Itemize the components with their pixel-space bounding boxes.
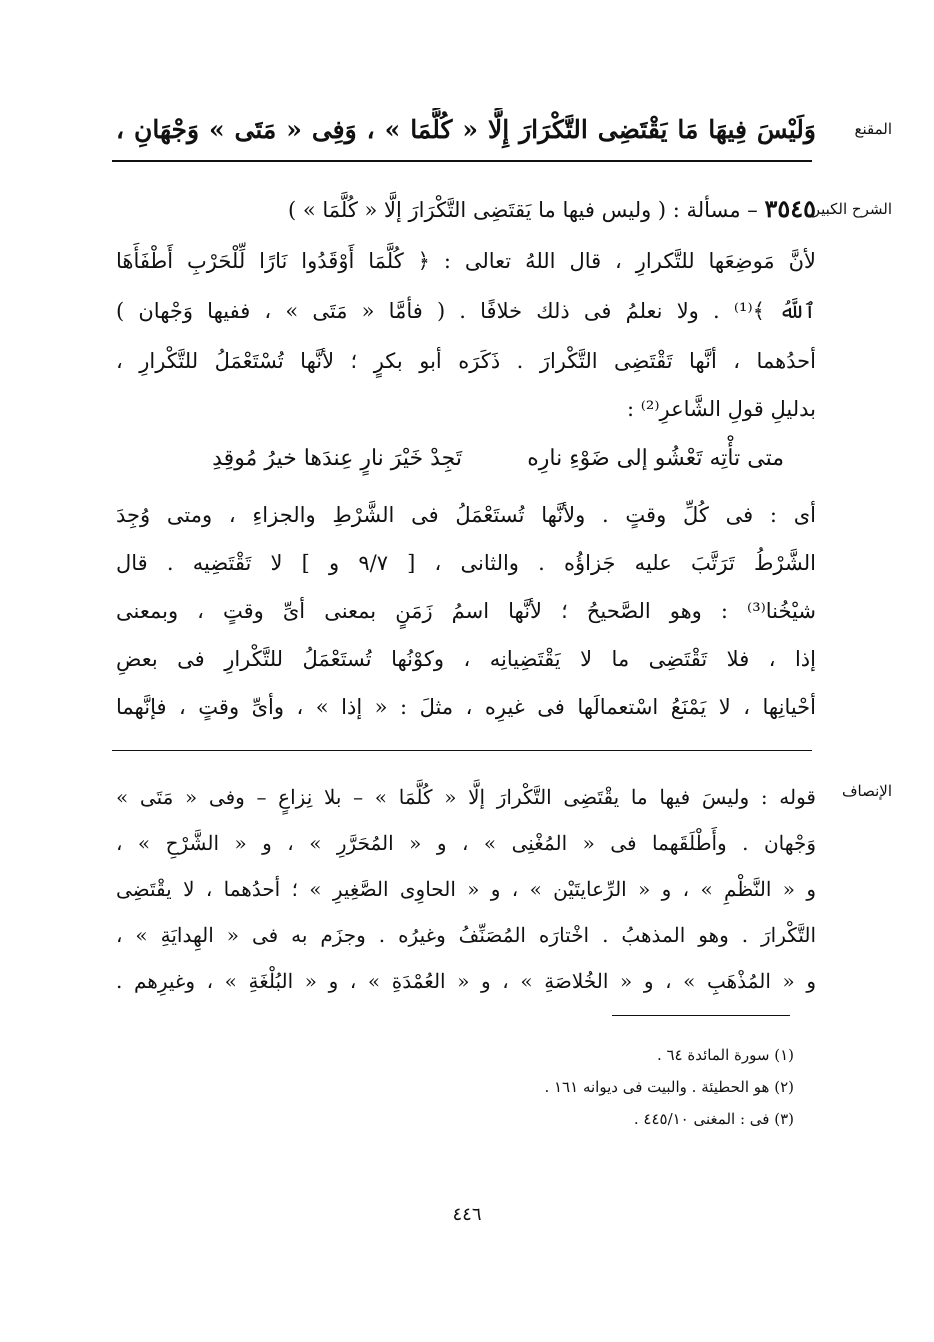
footnote-1: (١) سورة المائدة ٦٤ . xyxy=(656,1046,794,1064)
divider-thick xyxy=(112,160,812,162)
sharh-line-10: أحْيانِها ، لا يَمْنَعُ اسْتعمالَها فى غيرِه ، مثلَ : « إذا » ، وأىِّ وقتٍ ، فإنَّهما xyxy=(116,695,816,719)
section-label-sharh: الشرح الكبير xyxy=(812,200,892,218)
sharh-line-7: الشَّرْطُ تَرَتَّبَ عليه جَزاؤُه . والثانى ، [ ٩/٧ و ] لا تَقْتَضِيه . قال xyxy=(116,551,816,575)
footnote-3: (٣) فى : المغنى ٤٤٥/١٠ . xyxy=(633,1110,794,1128)
sharh-line-2: لأنَّ مَوضِعَها للتَّكرارِ ، قال اللهُ تعالى : ﴿ كُلَّمَا أَوْقَدُوا نَارًا لِّلْحَرْبِ أَطْفَأَهَا xyxy=(116,249,816,273)
poem-hemistich-2: تَجِدْ خَيْرَ نارٍ عِندَها خيرُ مُوقِدِ xyxy=(212,446,462,471)
insaf-line-1: قوله : وليسَ فيها ما يقْتَضِى التَّكْرارَ إلَّا « كُلَّمَا » – بلا نِزاعٍ – وفى « مَتَى » xyxy=(116,785,816,809)
muqni-text: وَلَيْسَ فِيهَا مَا يَقْتَضِى التَّكْرَارَ إِلَّا « كُلَّمَا » ، وَفِى « مَتَى » وَجْهَانِ ، xyxy=(116,115,816,144)
sharh-line-1 xyxy=(116,186,816,232)
divider-thin xyxy=(112,750,812,751)
sharh-line-9: إذا ، فلا تَقْتَضِى ما لا يَقْتَضِيانِه ، وكوْنُها تُستَعْمَلُ للتَّكْرارِ فى بعضِ xyxy=(116,647,816,671)
poem-hemistich-1: متى تأْتِه تَعْشُو إلى ضَوْءِ نارِه xyxy=(527,446,784,471)
sharh-line-3: ٱللَّهُ ﴾⁽¹⁾ . ولا نعلمُ فى ذلك خلافًا . ( فأمَّا « مَتَى » ، ففيها وَجْهان ) xyxy=(116,299,816,323)
sharh-line-8: شيْخُنا⁽³⁾ : وهو الصَّحيحُ ؛ لأنَّها اسمُ زَمَنٍ بمعنى أىِّ وقتٍ ، وبمعنى xyxy=(116,599,816,623)
section-label-muqni: المقنع xyxy=(854,120,892,138)
footnote-2: (٢) هو الحطيئة . والبيت فى ديوانه ١٦١ . xyxy=(544,1078,794,1096)
section-label-insaf: الإنصاف xyxy=(841,782,892,800)
sharh-line-6: أى : فى كُلِّ وقتٍ . ولأنَّها تُستَعْمَلُ فى الشَّرْطِ والجزاءِ ، ومتى وُجِدَ xyxy=(116,503,816,527)
insaf-line-5: و « المُذْهَبِ » ، و « الخُلاصَةِ » ، و « العُمْدَةِ » ، و « البُلْغَةِ » ، وغيرِهم . xyxy=(116,969,816,993)
sharh-line-4: أحدُهما ، أنَّها تَقْتَضِى التَّكْرارَ . ذَكَرَه أبو بكرٍ ؛ لأنَّها تُسْتَعْمَلُ للتَّكْرارِ ، xyxy=(116,349,816,373)
insaf-line-3: و « النَّظْمِ » ، و « الرِّعايتَيْن » ، و « الحاوِى الصَّغِيرِ » ؛ أحدُهما ، لا يقْتَضِى xyxy=(116,877,816,901)
sharh-line-5: بدليلِ قولِ الشَّاعرِ⁽²⁾ : xyxy=(627,397,816,421)
sharh-line-1-text: – مسألة : ( وليس فيها ما يَقتَضِى التَّكْرَارَ إلَّا « كُلَّمَا » ) xyxy=(287,198,758,222)
footnote-divider xyxy=(612,1015,790,1016)
insaf-line-4: التَّكْرارَ . وهو المذهبُ . اخْتارَه المُصَنِّفُ وغيرُه . وجزَم به فى « الهِدايَةِ » ، xyxy=(116,923,816,947)
insaf-line-2: وَجْهان . وأَطْلَقَهما فى « المُغْنِى » ، و « المُحَرَّرِ » ، و « الشَّرْحِ » ، xyxy=(116,831,816,855)
issue-number: ٣٥٤٥ xyxy=(764,194,816,223)
page-number: ٤٤٦ xyxy=(452,1204,482,1225)
